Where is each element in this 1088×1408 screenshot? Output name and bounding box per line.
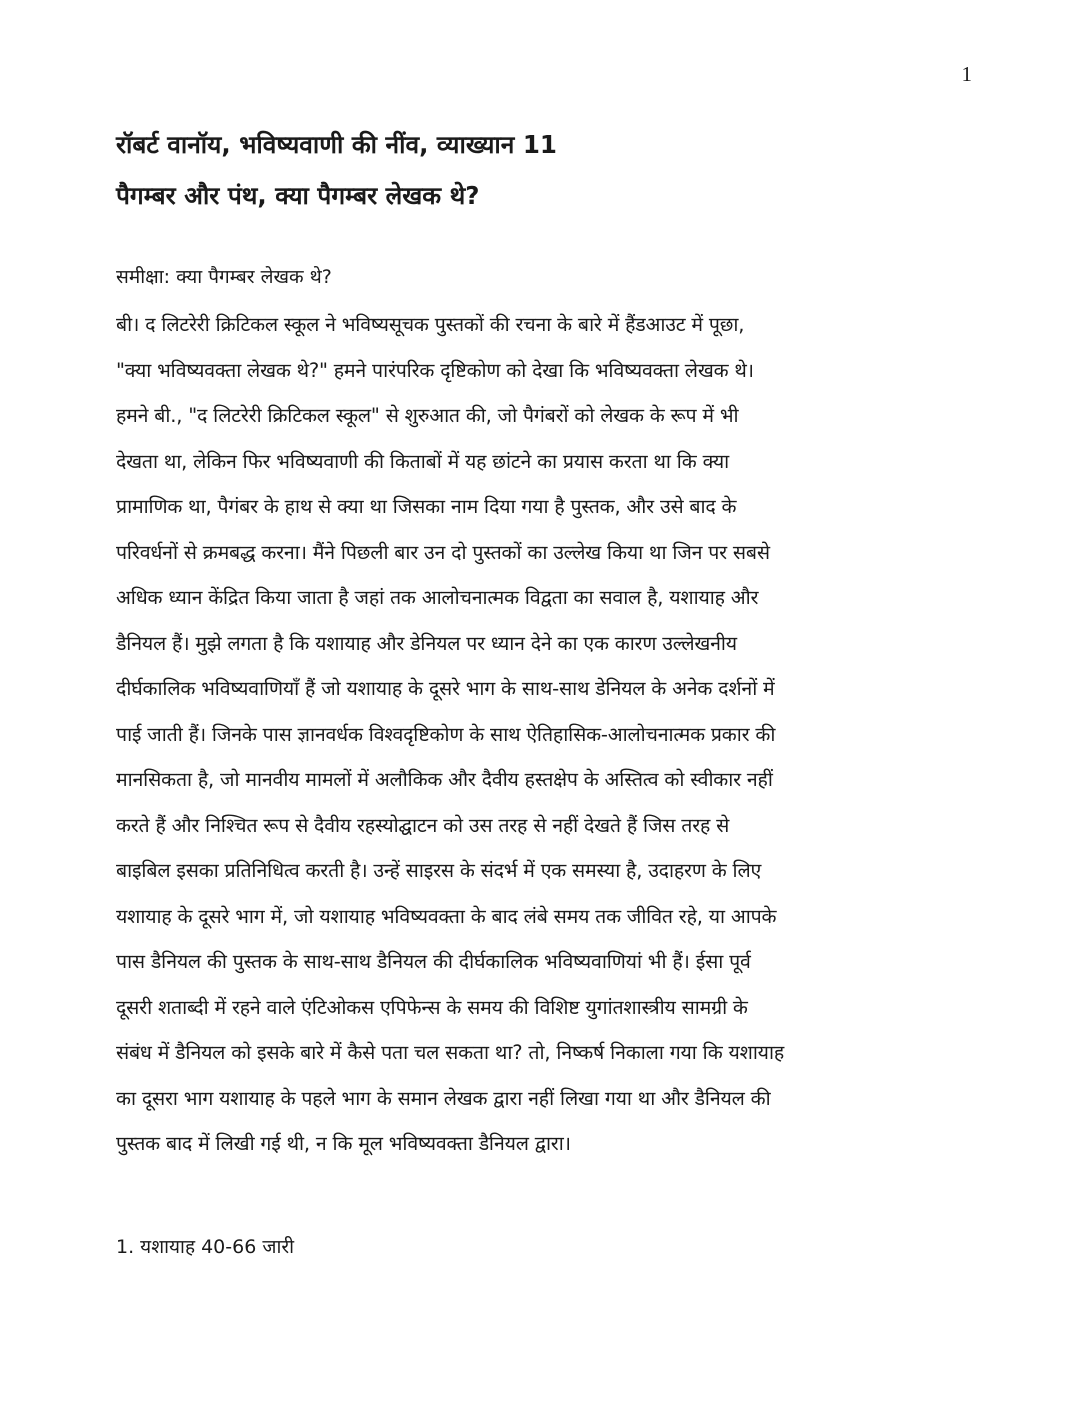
paragraph-line: का दूसरा भाग यशायाह के पहले भाग के समान लेखक द्वारा नहीं लिखा गया था और डैनियल की [116, 1086, 771, 1110]
paragraph-line: बाइबिल इसका प्रतिनिधित्व करती है। उन्हें साइरस के संदर्भ में एक समस्या है, उदाहरण के लिए [116, 859, 762, 882]
section-heading: 1. यशायाह 40-66 जारी [116, 1236, 295, 1258]
paragraph-line: डैनियल हैं। मुझे लगता है कि यशायाह और डेनियल पर ध्यान देने का एक कारण उल्लेखनीय [116, 631, 737, 655]
lecture-title: रॉबर्ट वानॉय, भविष्यवाणी की नींव, व्याख्यान 11 [116, 130, 557, 159]
lecture-subtitle: पैगम्बर और पंथ, क्या पैगम्बर लेखक थे? [116, 181, 480, 210]
paragraph-line: देखता था, लेकिन फिर भविष्यवाणी की किताबों में यह छांटने का प्रयास करता था कि क्या [116, 449, 729, 473]
paragraph-line: यशायाह के दूसरे भाग में, जो यशायाह भविष्यवक्ता के बाद लंबे समय तक जीवित रहे, या आपके [116, 904, 777, 928]
paragraph-line: अधिक ध्यान केंद्रित किया जाता है जहां तक आलोचनात्मक विद्वता का सवाल है, यशायाह और [116, 586, 759, 609]
paragraph-line: दीर्घकालिक भविष्यवाणियाँ हैं जो यशायाह के दूसरे भाग के साथ-साथ डेनियल के अनेक दर्शनों में [116, 677, 775, 700]
body-paragraph [116, 302, 972, 1167]
paragraph-line: मानसिकता है, जो मानवीय मामलों में अलौकिक और दैवीय हस्तक्षेप के अस्तित्व को स्वीकार नहीं [116, 768, 773, 791]
paragraph-line: पुस्तक बाद में लिखी गई थी, न कि मूल भविष्यवक्ता डैनियल द्वारा। [116, 1132, 571, 1155]
paragraph-line: हमने बी., "द लिटरेरी क्रिटिकल स्कूल" से शुरुआत की, जो पैगंबरों को लेखक के रूप में भी [116, 404, 739, 427]
review-label: समीक्षा: क्या पैगम्बर लेखक थे? [116, 266, 332, 288]
paragraph-line: संबंध में डैनियल को इसके बारे में कैसे पता चल सकता था? तो, निष्कर्ष निकाला गया कि यशायाह [116, 1041, 784, 1064]
paragraph-line: प्रामाणिक था, पैगंबर के हाथ से क्या था जिसका नाम दिया गया है पुस्तक, और उसे बाद के [116, 495, 737, 518]
paragraph-line: बी। द लिटरेरी क्रिटिकल स्कूल ने भविष्यसूचक पुस्तकों की रचना के बारे में हैंडआउट में पूछा, [116, 313, 745, 336]
paragraph-line: दूसरी शताब्दी में रहने वाले एंटिओकस एपिफेन्स के समय की विशिष्ट युगांतशास्त्रीय सामग्री के [116, 995, 748, 1019]
paragraph-line: करते हैं और निश्चित रूप से दैवीय रहस्योद्घाटन को उस तरह से नहीं देखते हैं जिस तरह से [116, 813, 730, 837]
paragraph-line: पाई जाती हैं। जिनके पास ज्ञानवर्धक विश्वदृष्टिकोण के साथ ऐतिहासिक-आलोचनात्मक प्रकार की [116, 722, 776, 746]
page-number: 1 [961, 62, 972, 86]
paragraph-line: "क्या भविष्यवक्ता लेखक थे?" हमने पारंपरिक दृष्टिकोण को देखा कि भविष्यवक्ता लेखक थे। [116, 358, 754, 382]
paragraph-line: पास डैनियल की पुस्तक के साथ-साथ डैनियल की दीर्घकालिक भविष्यवाणियां भी हैं। ईसा पूर्व [116, 950, 751, 973]
paragraph-line: परिवर्धनों से क्रमबद्ध करना। मैंने पिछली बार उन दो पुस्तकों का उल्लेख किया था जिन पर सबसे [116, 540, 770, 564]
